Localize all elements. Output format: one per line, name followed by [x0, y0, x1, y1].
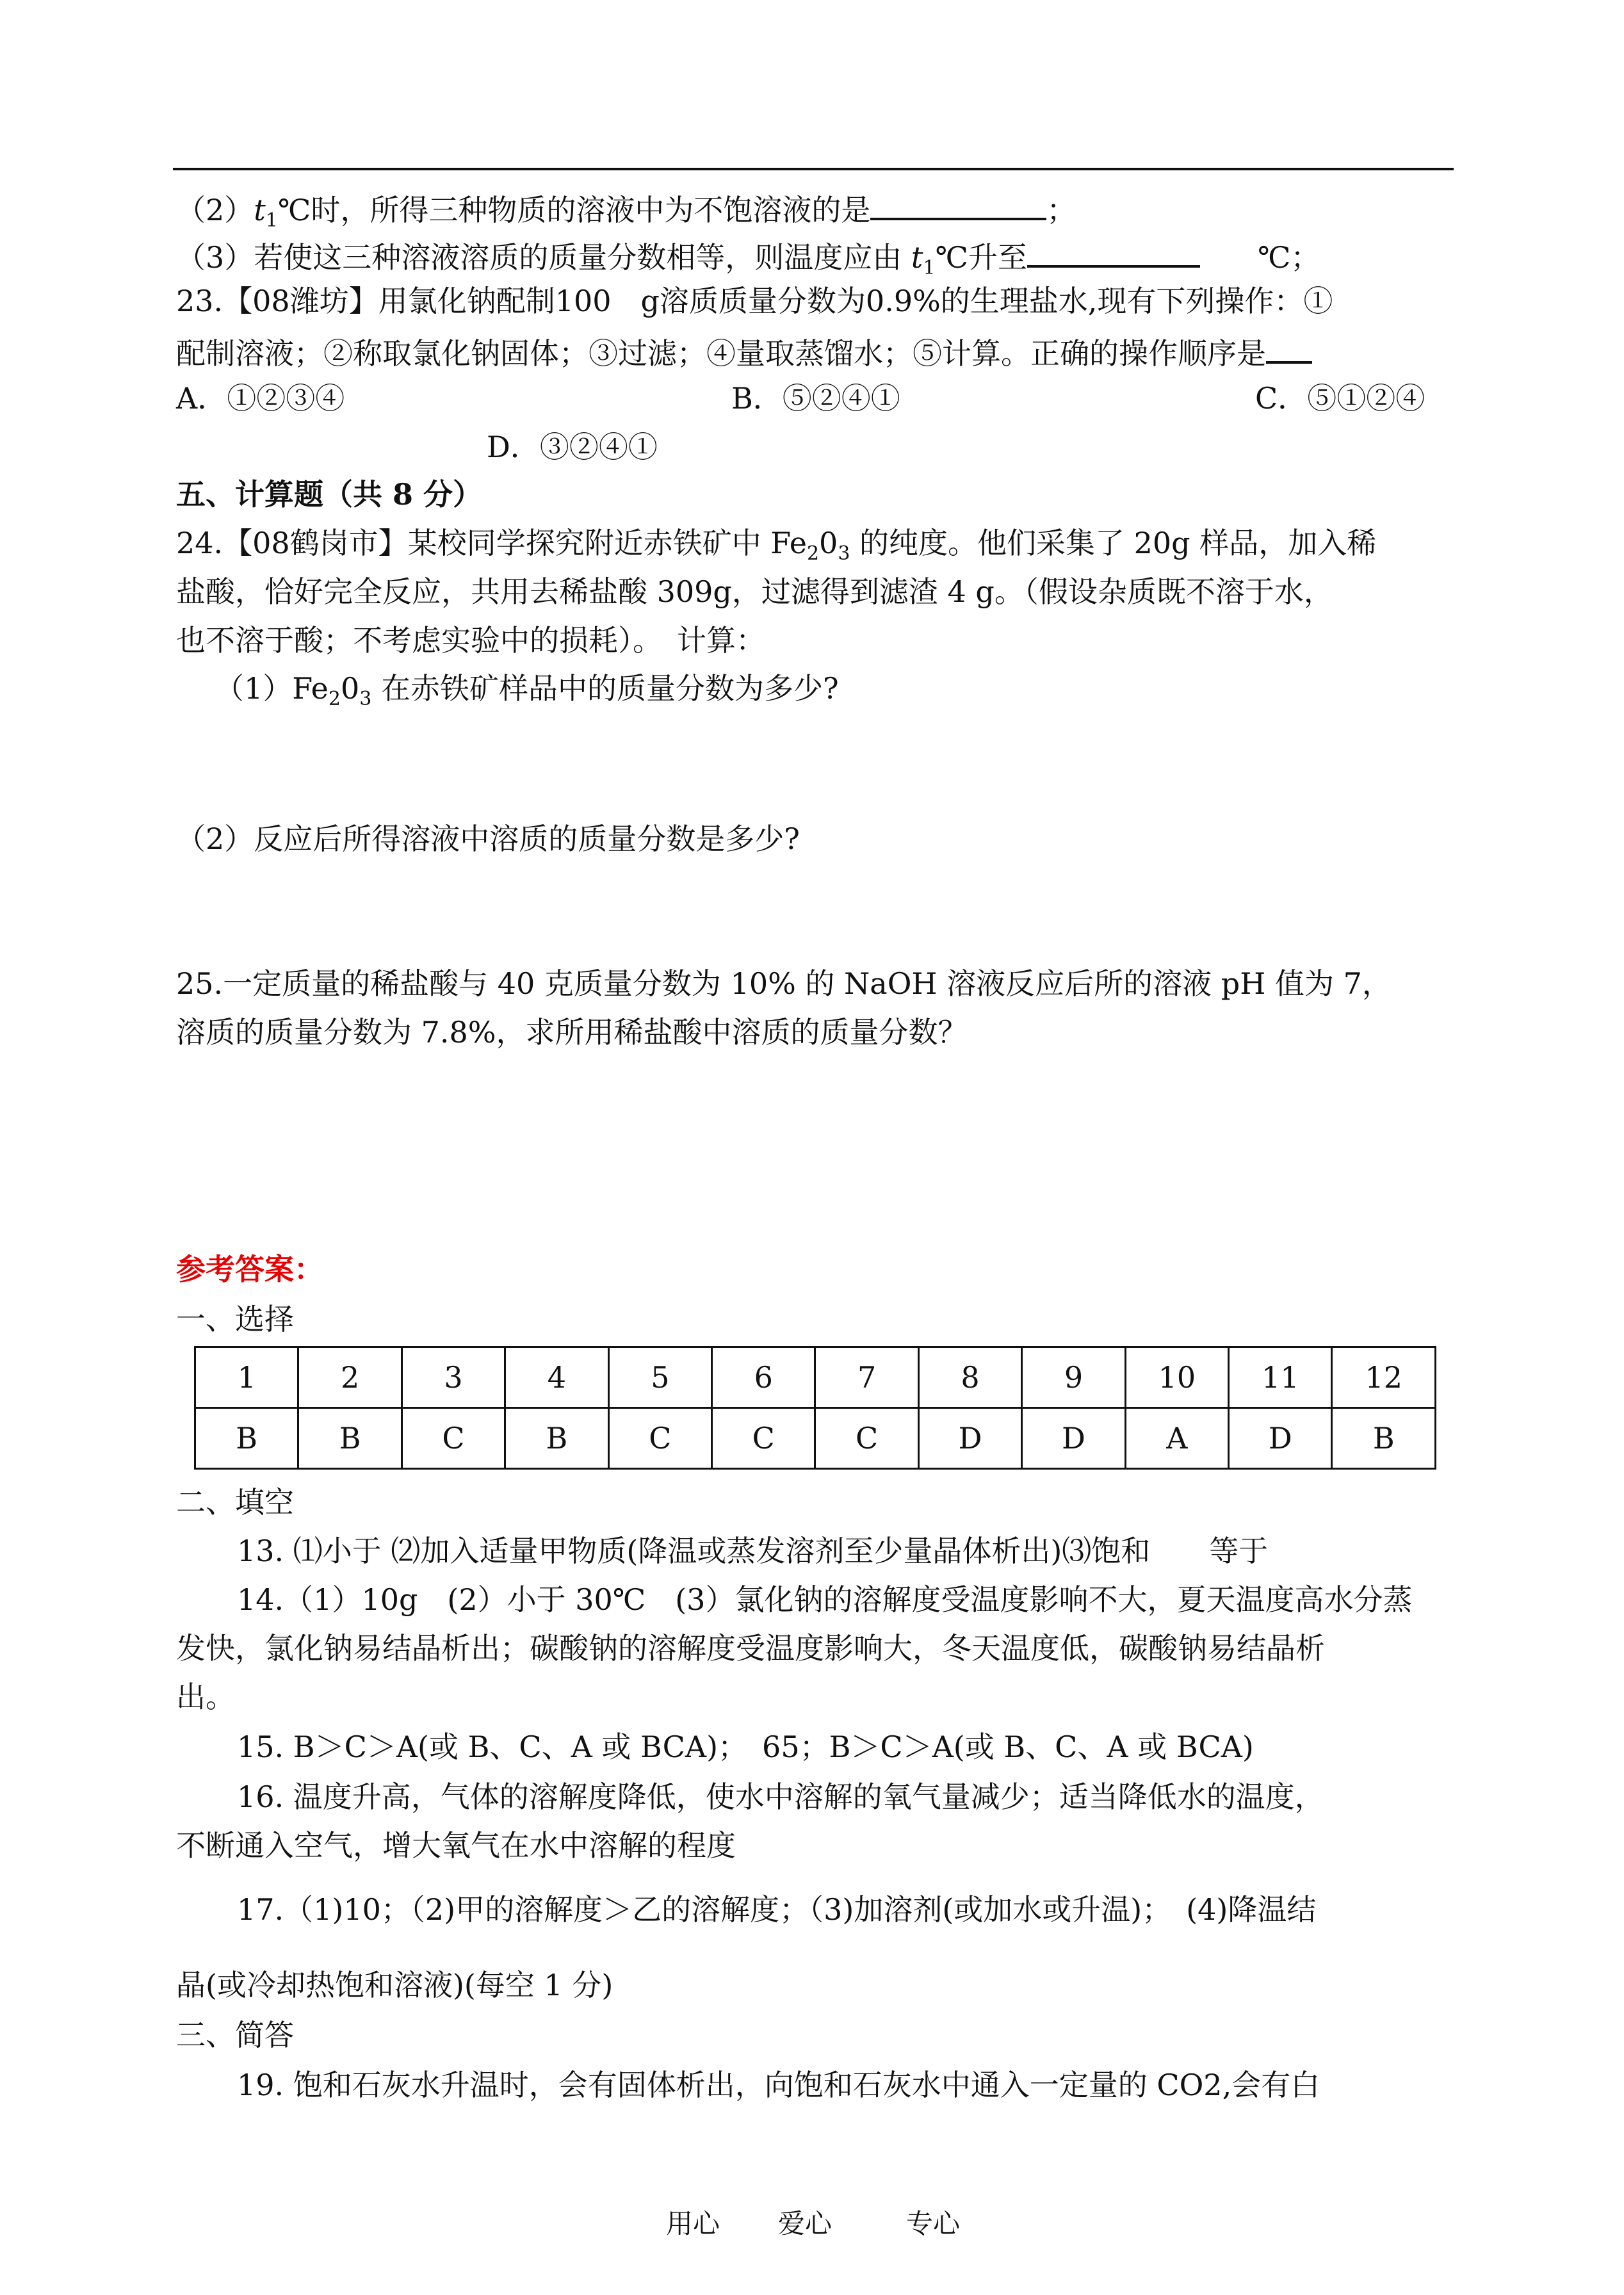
answer-17-line1: 17.（1)10；（2)甲的溶解度＞乙的溶解度；（3)加溶剂(或加水或升温)； (4)降温结	[237, 1892, 1317, 1927]
section5-heading: 五、计算题（共 8 分）	[176, 477, 483, 512]
answer-13: 13. ⑴小于 ⑵加入适量甲物质(降温或蒸发溶剂至少量晶体析出)⑶饱和 等于	[237, 1534, 1269, 1568]
table-cell: B	[505, 1408, 608, 1469]
answer-16-line2: 不断通入空气，增大氧气在水中溶解的程度	[176, 1828, 736, 1863]
q24-line2: 盐酸，恰好完全反应，共用去稀盐酸 309g，过滤得到滤渣 4 g。（假设杂质既不溶于水，	[176, 574, 1333, 609]
table-cell: 3	[402, 1347, 505, 1408]
table-cell: B	[195, 1408, 298, 1469]
answers-section2: 二、填空	[176, 1485, 294, 1520]
answer-table-letter-row	[195, 1408, 1436, 1469]
answers-section1: 一、选择	[176, 1302, 294, 1336]
table-cell: 6	[712, 1347, 815, 1408]
answer-19: 19. 饱和石灰水升温时，会有固体析出，向饱和石灰水中通入一定量的 CO2,会有白	[237, 2068, 1320, 2102]
table-cell: 2	[298, 1347, 402, 1408]
q23-line2: 配制溶液；②称取氯化钠固体；③过滤；④量取蒸馏水；⑤计算。正确的操作顺序是	[176, 330, 1312, 373]
q23-option-d: D．③②④①	[487, 430, 658, 464]
answer-14-line1: 14.（1）10g (2）小于 30℃ (3）氯化钠的溶解度受温度影响不大，夏天温度高水分蒸	[237, 1582, 1413, 1617]
answer-16-line1: 16. 温度升高，气体的溶解度降低，使水中溶解的氧气量减少；适当降低水的温度，	[237, 1780, 1324, 1814]
header-rule	[173, 168, 1454, 170]
table-cell: 7	[815, 1347, 918, 1408]
q22-part2: $(2)t_1℃$时，所得三种物质的溶液中为不饱溶液的是 ；	[176, 187, 1076, 240]
q24-line1: 24.【08鹤岗市】某校同学探究附近赤铁矿中 $Fe_20_3$ 的纯度。他们采集了 20g 样品，加入稀	[176, 526, 1377, 565]
table-cell: D	[1229, 1408, 1332, 1469]
q25-line1: 25.一定质量的稀盐酸与 40 克质量分数为 10% 的 NaOH 溶液反应后所的溶液 pH 值为 7，	[176, 966, 1392, 1001]
answer-14-line3: 出。	[176, 1680, 235, 1714]
answer-blank	[1266, 330, 1312, 364]
table-cell: 5	[608, 1347, 711, 1408]
table-cell: 4	[505, 1347, 608, 1408]
q23-option-a: A．①②③④	[176, 381, 345, 416]
table-cell: C	[815, 1408, 918, 1469]
answer-14-line2: 发快，氯化钠易结晶析出；碳酸钠的溶解度受温度影响大，冬天温度低，碳酸钠易结晶析	[176, 1631, 1325, 1666]
q22-part3: （3）若使这三种溶液溶质的质量分数相等，则温度应由 $t_1℃$升至 ℃；	[176, 234, 1320, 288]
table-cell: C	[402, 1408, 505, 1469]
answer-table-number-row	[195, 1347, 1436, 1408]
q23-line1: 23.【08潍坊】用氯化钠配制100 g溶质质量分数为0.9%的生理盐水,现有下列操作：①	[176, 284, 1333, 318]
answer-15: 15. B＞C＞A(或 B、C、A 或 BCA)； 65；B＞C＞A(或 B、C、A 或 BCA)	[237, 1730, 1254, 1764]
table-cell: 11	[1229, 1347, 1332, 1408]
q24-part2: （2）反应后所得溶液中溶质的质量分数是多少?	[176, 822, 800, 856]
answers-section3: 三、简答	[176, 2018, 294, 2052]
q24-part1: $(1)Fe_20_3$ 在赤铁矿样品中的质量分数为多少?	[215, 671, 839, 711]
table-cell: 8	[918, 1347, 1021, 1408]
table-cell: 1	[195, 1347, 298, 1408]
q23-option-b: B．⑤②④①	[731, 381, 900, 416]
table-cell: C	[712, 1408, 815, 1469]
answer-17-line2: 晶(或冷却热饱和溶液)(每空 1 分)	[176, 1968, 613, 2002]
table-cell: 12	[1332, 1347, 1436, 1408]
table-cell: D	[1022, 1408, 1125, 1469]
answers-title: 参考答案：	[176, 1252, 323, 1286]
q24-line3: 也不溶于酸；不考虑实验中的损耗）。 计算：	[176, 623, 765, 658]
table-cell: B	[1332, 1408, 1436, 1469]
answer-blank	[870, 187, 1046, 220]
footer-text-3: 专心	[906, 2208, 961, 2239]
q25-line2: 溶质的质量分数为 7.8%，求所用稀盐酸中溶质的质量分数？	[176, 1015, 968, 1050]
table-cell: B	[298, 1408, 402, 1469]
q23-option-c: C．⑤①②④	[1255, 381, 1425, 416]
table-cell: 9	[1022, 1347, 1125, 1408]
answer-table	[194, 1346, 1436, 1470]
table-cell: 10	[1125, 1347, 1228, 1408]
answer-blank	[1027, 234, 1200, 268]
table-cell: C	[608, 1408, 711, 1469]
table-cell: A	[1125, 1408, 1228, 1469]
footer-text-1: 用心	[666, 2208, 720, 2239]
footer-text-2: 爱心	[778, 2208, 832, 2239]
table-cell: D	[918, 1408, 1021, 1469]
